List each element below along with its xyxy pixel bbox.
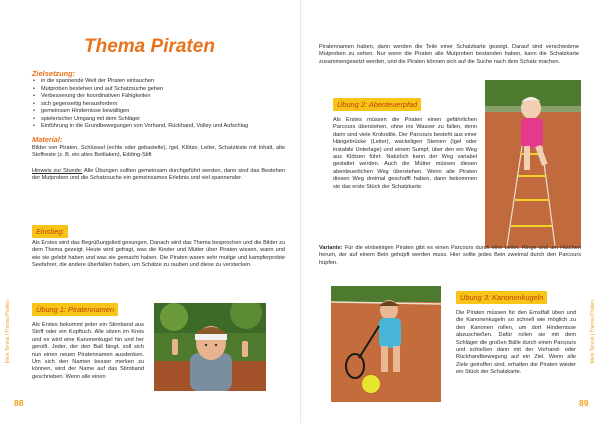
variante-label: Variante:	[319, 245, 343, 251]
list-item: • Einführung in die Grundbewegungen von Vorhand, Rückhand, Volley und Aufschlag	[32, 123, 282, 131]
photo-kanonenkugeln	[331, 286, 441, 402]
page-number: 89	[579, 398, 589, 408]
uebung2-box: Übung 2: Abenteuerpfad	[333, 98, 421, 111]
einstieg-box: Einstieg:	[32, 225, 68, 238]
uebung2-text: Als Erstes müssen die Piraten einen gefährlichen Parcours überstehen, ohne ins Wasser zu fallen, denn darin sind viele Krokodile. Der Parcours besteht aus einer Hängebrücke (Leiter), wackeligen Steinen (Igel oder instabile Unterlage) und einem Sumpf, über den ein Weg aus Klötzen führt. Natürlich kann der Weg variabel gestaltet werden. Auch die Mütter müssen diesen abenteuerlichen Weg überstehen. Wenn alle Piraten diesen Weg dreimal geschafft haben, dann bekommen sie das erste Stück der Schatzkarte.	[333, 117, 477, 190]
variante-paragraph	[319, 245, 581, 267]
list-item: • gemeinsam Hindernisse bewältigen	[32, 108, 282, 116]
page-title: Thema Piraten	[84, 36, 215, 57]
zielsetzung-heading: Zielsetzung:	[32, 69, 76, 78]
uebung3-text: Die Piraten müssen für den Ernstfall üben und die Kanonenkugeln so schnell wie möglich zu den Kanonen rollen, um dort Hindernisse abzuschießen. Dafür rollen sie mit dem Schläger die großen Bälle durch einen Parcours und schießen dann mit der Vorhand- oder Rückhandbewegung auf ein Ziel. Wenn alle Ziele getroffen sind, erhalten die Piraten wieder ein Stück der Schatzkarte.	[456, 310, 576, 376]
hinweis-label: Hinweis zur Stunde:	[32, 168, 83, 174]
hinweis-text: Alle Übungen sollten gemeinsam durchgeführt werden, dann sind das Bestehen der Mutproben und die Schatzsuche ein gemeinsames Erlebnis und viel spannender.	[32, 168, 285, 182]
material-heading: Material:	[32, 135, 63, 144]
page-number: 88	[14, 398, 24, 408]
right-page	[300, 0, 600, 423]
zielsetzung-list	[32, 78, 282, 131]
photo-abenteuerpfad	[485, 80, 581, 248]
intro-text: Piratennamen haben, dann werden die Teile einer Schatzkarte gezeigt. Darauf sind verschiedene Mutproben zu sehen. Nur wenn die Piraten alle Mutproben bestanden haben, kann die Schatzkarte zusammengesetzt werden, und die Piraten können sich auf die Suche nach dem Schatz machen.	[319, 44, 579, 65]
list-item: • spielerischer Umgang mit dem Schläger	[32, 116, 282, 124]
list-item: • sich gegenseitig herausfordern	[32, 101, 282, 109]
uebung1-text: Als Erstes bekommt jeder ein Stirnband aus Stoff oder ein Kopftuch. Alle sitzen im Kreis und es wird eine Kanonenkugel hin und her gerollt. Jeder, der den Ball fängt, soll sich nun einen neuen Piratennamen ausdenken. Um sich den Namen besser merken zu können, wird der Name auf das Stirnband geschrieben. Wenn alle einen	[32, 322, 144, 380]
sidebar-running-head: Mein Tennis | Thema Piraten	[590, 300, 596, 364]
sidebar-running-head: Mein Tennis | Thema Piraten	[5, 300, 11, 364]
list-item: • Verbesserung der koordinativen Fähigkeiten	[32, 93, 282, 101]
uebung3-box: Übung 3: Kanonenkugeln	[456, 291, 547, 304]
variante-text: Für die einbeinigen Piraten gibt es einen Parcours durch eine Leiter, Ringe und um Hütchen herum, der auf einem Bein gehüpft werden muss. Hier sollte jedes Bein zweimal durch den Parcours hüpfen.	[319, 245, 581, 266]
list-item: • Mutproben bestehen und auf Schatzsuche gehen	[32, 86, 282, 94]
uebung1-box: Übung 1: Piratennamen	[32, 303, 118, 316]
hinweis-paragraph	[32, 168, 285, 183]
photo-pirate-boy	[154, 303, 266, 391]
material-text: Bilder von Piraten, Schlüssel (echte oder gebastelte), Igel, Klötze, Leiter, Schatzkiste mit Inhalt, alte Stoffreste (z. B. ein altes Bettlaken), Edding-Stift	[32, 145, 285, 159]
einstieg-text: Als Erstes wird das Begrüßungslied gesungen. Danach wird das Thema besprochen und die Bilder zu dem Thema gezeigt. Heute wird gefragt, was die Kinder und Mütter über Piraten wissen, wann und wie sie gelebt haben und was sie gemacht haben. Die Piraten waren sehr mutige und kampferprobte Seefahrer, die andere überfallen haben, um Schätze zu rauben und diese zu verstecken.	[32, 240, 285, 269]
list-item: • in die spannende Welt der Piraten eintauchen	[32, 78, 282, 86]
